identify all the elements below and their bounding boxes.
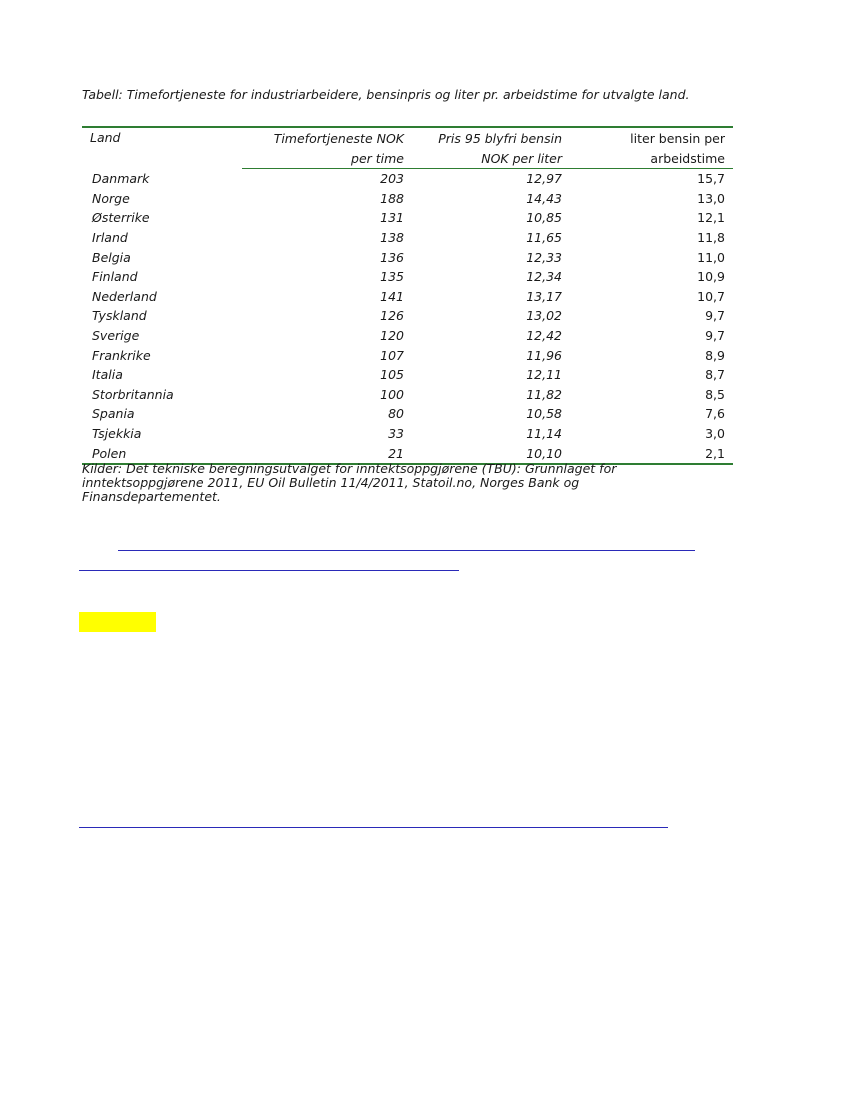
- table-row: [82, 247, 733, 267]
- header-timefortjeneste-line2: per time: [242, 148, 412, 169]
- cell-land: Danmark: [92, 171, 150, 187]
- header-liter-line1: liter bensin per: [570, 127, 733, 148]
- table-row: [82, 345, 733, 365]
- cell-land: Tyskland: [92, 308, 147, 324]
- cell-pris: 12,11: [526, 367, 562, 383]
- cell-timefortjeneste: 135: [380, 269, 404, 285]
- cell-timefortjeneste: 33: [388, 426, 404, 442]
- cell-liter: 11,0: [697, 249, 725, 265]
- cell-land: Storbritannia: [92, 386, 174, 402]
- cell-land: Østerrike: [92, 210, 150, 226]
- table-row: [82, 306, 733, 326]
- sources-note: Kilder: Det tekniske beregningsutvalget for inntektsoppgjørene (TBU): Grunnlaget for inntektsoppgjørene 2011, EU Oil Bulletin 11/4/2011, Statoil.no, Norges Bank og Finansdepartementet.: [82, 461, 617, 504]
- cell-land: Tsjekkia: [92, 426, 142, 442]
- hyperlink-line-3[interactable]: [79, 827, 668, 828]
- cell-land: Belgia: [92, 249, 131, 265]
- hyperlink-line-2[interactable]: [79, 570, 459, 571]
- header-pris-line2: NOK per liter: [412, 148, 570, 169]
- header-liter-line2: arbeidstime: [570, 148, 733, 169]
- cell-pris: 12,33: [526, 249, 562, 265]
- cell-land: Nederland: [92, 288, 157, 304]
- cell-timefortjeneste: 141: [380, 288, 404, 304]
- cell-liter: 7,6: [705, 406, 725, 422]
- table-row: [82, 267, 733, 287]
- cell-pris: 11,14: [526, 426, 562, 442]
- cell-timefortjeneste: 188: [380, 190, 404, 206]
- cell-timefortjeneste: 100: [380, 386, 404, 402]
- cell-land: Italia: [92, 367, 123, 383]
- table-row: [82, 228, 733, 248]
- cell-timefortjeneste: 21: [242, 443, 412, 464]
- cell-liter: 2,1: [570, 443, 733, 464]
- table-row: [82, 287, 733, 307]
- cell-pris: 10,58: [526, 406, 562, 422]
- data-table: [82, 126, 733, 465]
- cell-land: Sverige: [92, 328, 140, 344]
- cell-pris: 11,82: [526, 386, 562, 402]
- cell-liter: 8,9: [705, 347, 725, 363]
- cell-liter: 11,8: [697, 230, 725, 246]
- cell-land: Frankrike: [92, 347, 151, 363]
- cell-liter: 15,7: [697, 171, 725, 187]
- header-land: Land: [82, 127, 242, 169]
- cell-pris: 11,96: [526, 347, 562, 363]
- header-timefortjeneste-line1: Timefortjeneste NOK: [242, 127, 412, 148]
- cell-liter: 3,0: [705, 426, 725, 442]
- cell-liter: 13,0: [697, 190, 725, 206]
- cell-pris: 14,43: [526, 190, 562, 206]
- cell-liter: 12,1: [697, 210, 725, 226]
- cell-land: Finland: [92, 269, 138, 285]
- cell-liter: 8,7: [705, 367, 725, 383]
- table-row: [82, 424, 733, 444]
- cell-timefortjeneste: 80: [388, 406, 404, 422]
- cell-liter: 9,7: [705, 328, 725, 344]
- cell-timefortjeneste: 120: [380, 328, 404, 344]
- cell-liter: 8,5: [705, 386, 725, 402]
- hyperlink-line-1[interactable]: [118, 550, 695, 551]
- table-row: [82, 208, 733, 228]
- cell-timefortjeneste: 105: [380, 367, 404, 383]
- cell-pris: 10,85: [526, 210, 562, 226]
- table-row: [82, 326, 733, 346]
- cell-timefortjeneste: 136: [380, 249, 404, 265]
- cell-timefortjeneste: 138: [380, 230, 404, 246]
- cell-pris: 12,42: [526, 328, 562, 344]
- cell-liter: 9,7: [705, 308, 725, 324]
- cell-timefortjeneste: 107: [380, 347, 404, 363]
- table-row: [82, 169, 733, 189]
- cell-liter: 10,9: [697, 269, 725, 285]
- cell-land: Polen: [82, 443, 242, 464]
- table-caption: Tabell: Timefortjeneste for industriarbeidere, bensinpris og liter pr. arbeidstime for utvalgte land.: [82, 87, 690, 102]
- highlighted-text: [79, 612, 156, 632]
- cell-land: Irland: [92, 230, 128, 246]
- table-row: [82, 385, 733, 405]
- table-row: [82, 404, 733, 424]
- cell-liter: 10,7: [697, 288, 725, 304]
- cell-pris: 12,34: [526, 269, 562, 285]
- cell-timefortjeneste: 131: [380, 210, 404, 226]
- cell-pris: 12,97: [526, 171, 562, 187]
- header-pris-line1: Pris 95 blyfri bensin: [412, 127, 570, 148]
- cell-pris: 13,17: [526, 288, 562, 304]
- cell-land: Spania: [92, 406, 135, 422]
- table-row: [82, 365, 733, 385]
- table-row: [82, 189, 733, 209]
- cell-pris: 13,02: [526, 308, 562, 324]
- cell-pris: 11,65: [526, 230, 562, 246]
- cell-timefortjeneste: 203: [380, 171, 404, 187]
- cell-timefortjeneste: 126: [380, 308, 404, 324]
- cell-pris: 10,10: [412, 443, 570, 464]
- data-table-container: [82, 126, 733, 465]
- cell-land: Norge: [92, 190, 130, 206]
- header-row-1: [82, 127, 733, 148]
